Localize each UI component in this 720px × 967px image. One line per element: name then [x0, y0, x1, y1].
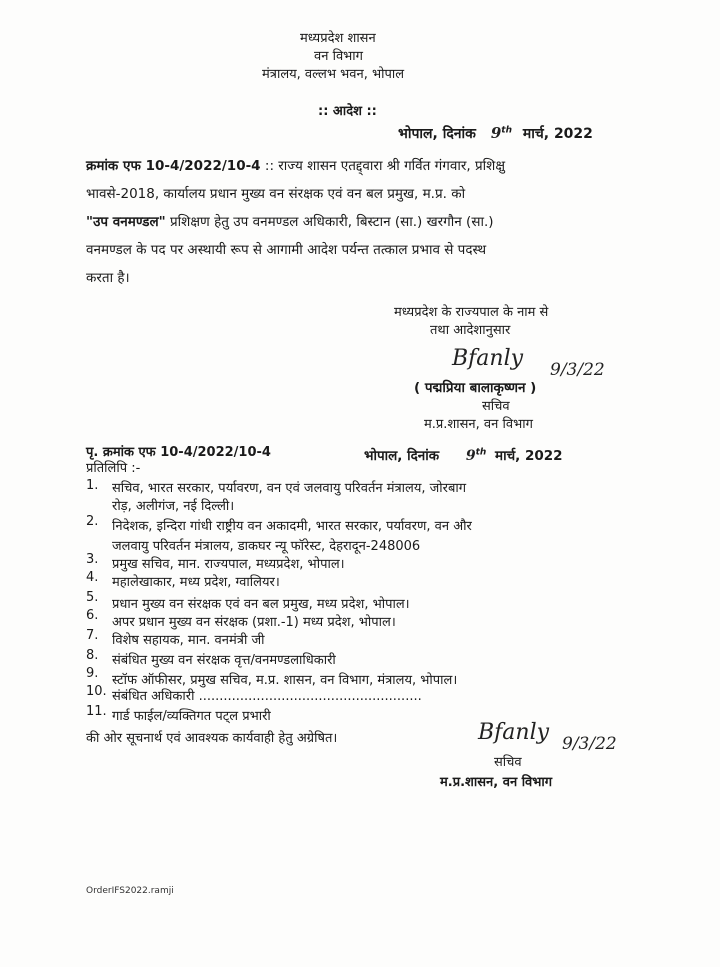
list-item-text: गार्ड फाईल/व्यक्तिगत पट्ल प्रभारी	[112, 709, 271, 724]
order-date-month-year: मार्च, 2022	[522, 126, 593, 142]
authority-line-2: तथा आदेशानुसार	[430, 323, 511, 338]
endorsement-date-suffix: th	[475, 447, 487, 458]
signatory-name: ( पद्मप्रिया बालाकृष्णन )	[414, 380, 537, 396]
signature-date: 9/3/22	[562, 734, 617, 754]
list-item-number: 8.	[86, 648, 99, 663]
endorsement-date	[364, 446, 563, 464]
list-item-number: 10.	[86, 684, 107, 699]
list-item-text: संबंधित अधिकारी ......................................................	[112, 689, 422, 704]
order-date-suffix: th	[501, 125, 512, 136]
signatory-designation: सचिव	[482, 399, 510, 414]
list-item-text: स्टॉफ ऑफीसर, प्रमुख सचिव, म.प्र. शासन, वन विभाग, मंत्रालय, भोपाल।	[112, 673, 458, 688]
signatory-department: म.प्र.शासन, वन विभाग	[424, 417, 533, 432]
list-item-number: 2.	[86, 514, 99, 529]
endorsement-date-month-year: मार्च, 2022	[495, 448, 563, 464]
authority-line-1: मध्यप्रदेश के राज्यपाल के नाम से	[394, 305, 549, 320]
order-body-line-1	[86, 152, 505, 180]
posting-title: "उप वनमण्डल"	[86, 214, 166, 230]
endorsement-date-day: 9	[465, 448, 476, 464]
order-date-day: 9	[490, 124, 502, 142]
order-body-text: :: राज्य शासन एतद्द्वारा श्री गर्वित गंगवार, प्रशिक्षु	[264, 158, 506, 174]
list-item-text: रोड़, अलीगंज, नई दिल्ली।	[112, 499, 235, 514]
order-date-place: भोपाल, दिनांक	[398, 126, 476, 142]
order-date	[398, 124, 593, 143]
list-item-number: 6.	[86, 608, 99, 623]
forward-note: की ओर सूचनार्थ एवं आवश्यक कार्यवाही हेतु अग्रेषित।	[86, 731, 338, 746]
endorsement-date-place: भोपाल, दिनांक	[364, 448, 440, 464]
order-body-text: प्रशिक्षण हेतु उप वनमण्डल अधिकारी, बिस्टान (सा.) खरगौन (सा.)	[170, 214, 494, 230]
list-item-text: अपर प्रधान मुख्य वन संरक्षक (प्रशा.-1) मध्य प्रदेश, भोपाल।	[112, 615, 396, 630]
list-item-text: निदेशक, इन्दिरा गांधी राष्ट्रीय वन अकादमी, भारत सरकार, पर्यावरण, वन और	[112, 519, 472, 534]
department-name: वन विभाग	[314, 49, 363, 64]
list-item-text: प्रमुख सचिव, मान. राज्यपाल, मध्यप्रदेश, भोपाल।	[112, 557, 345, 572]
list-item-number: 1.	[86, 478, 99, 493]
list-item-text: विशेष सहायक, मान. वनमंत्री जी	[112, 633, 265, 648]
list-item-text: संबंधित मुख्य वन संरक्षक वृत्त/वनमण्डलाधिकारी	[112, 653, 336, 668]
list-item-number: 7.	[86, 628, 99, 643]
copy-to-heading: प्रतिलिपि :-	[86, 461, 141, 476]
file-reference: OrderIFS2022.ramji	[86, 886, 174, 896]
signatory-designation: सचिव	[494, 755, 522, 770]
signature-scribble: Bfanly	[452, 346, 524, 371]
list-item-number: 11.	[86, 704, 107, 719]
order-body-line-5: करता है।	[86, 270, 130, 286]
signature-date: 9/3/22	[550, 360, 605, 380]
order-body-line-4: वनमण्डल के पद पर अस्थायी रूप से आगामी आदेश पर्यन्त तत्काल प्रभाव से पदस्थ	[86, 242, 487, 258]
signatory-department: म.प्र.शासन, वन विभाग	[440, 775, 553, 790]
list-item-text: जलवायु परिवर्तन मंत्रालय, डाकघर न्यू फॉरेस्ट, देहरादून-248006	[112, 539, 421, 554]
list-item-number: 3.	[86, 552, 99, 567]
order-body-line-2: भावसे-2018, कार्यालय प्रधान मुख्य वन संरक्षक एवं वन बल प्रमुख, म.प्र. को	[86, 186, 466, 202]
list-item-text: सचिव, भारत सरकार, पर्यावरण, वन एवं जलवायु परिवर्तन मंत्रालय, जोरबाग	[112, 481, 467, 496]
list-item-text: महालेखाकार, मध्य प्रदेश, ग्वालियर।	[112, 575, 280, 590]
list-item-text: प्रधान मुख्य वन संरक्षक एवं वन बल प्रमुख, मध्य प्रदेश, भोपाल।	[112, 597, 410, 612]
govt-name: मध्यप्रदेश शासन	[300, 31, 376, 46]
order-title: :: आदेश ::	[318, 104, 377, 119]
endorsement-reference: पृ. क्रमांक एफ 10-4/2022/10-4	[86, 445, 271, 460]
order-reference: क्रमांक एफ 10-4/2022/10-4	[86, 158, 261, 174]
signature-scribble: Bfanly	[478, 720, 550, 745]
list-item-number: 9.	[86, 666, 99, 681]
list-item-number: 5.	[86, 590, 99, 605]
list-item-number: 4.	[86, 570, 99, 585]
order-body-line-3	[86, 208, 494, 236]
office-address: मंत्रालय, वल्लभ भवन, भोपाल	[262, 67, 405, 82]
